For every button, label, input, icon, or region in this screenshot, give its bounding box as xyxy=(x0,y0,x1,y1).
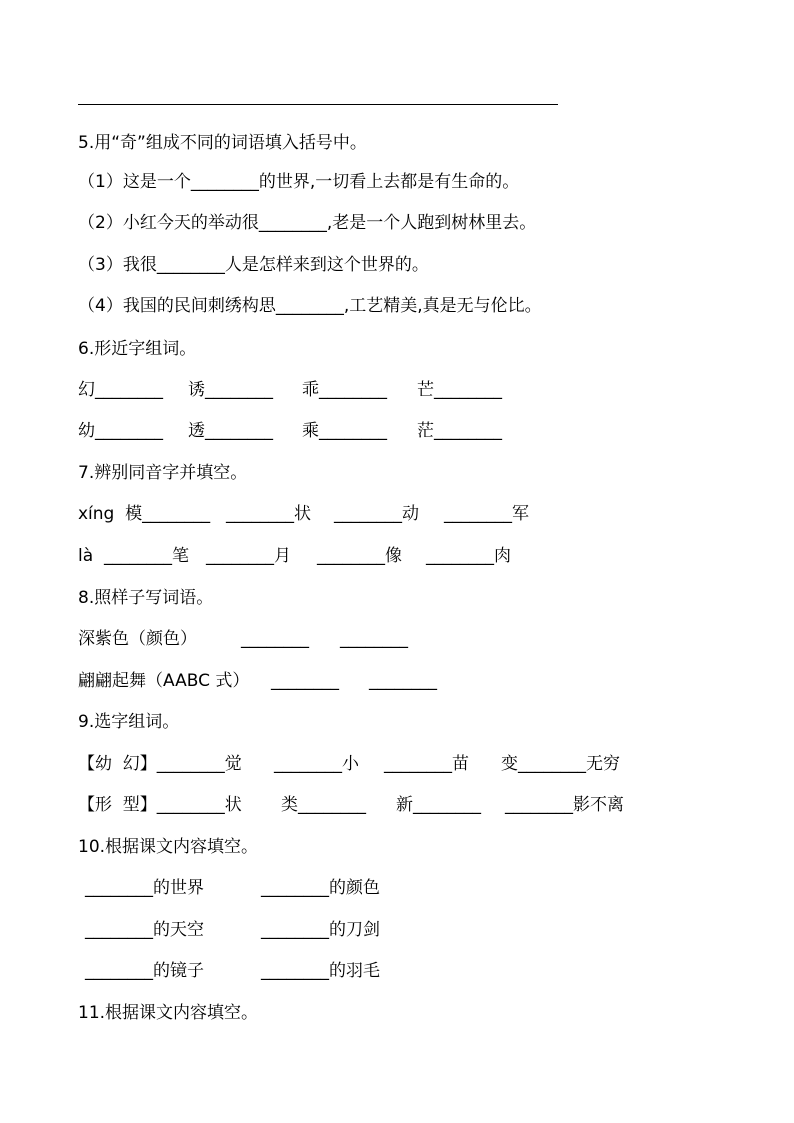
q7-cell: ________月 xyxy=(206,546,291,566)
q10-cell: ________的羽毛 xyxy=(261,961,380,981)
q7-cell: ________状 xyxy=(226,504,311,524)
q6-cell: 幼________ xyxy=(78,421,163,441)
question-5-title: 5.用“奇”组成不同的词语填入括号中。 xyxy=(78,133,367,153)
question-11-title: 11.根据课文内容填空。 xyxy=(78,1003,259,1023)
q6-cell: 诱________ xyxy=(188,380,273,400)
question-5-item-3: （3）我很________人是怎样来到这个世界的。 xyxy=(78,255,429,275)
q8-blank: ________ xyxy=(369,671,437,691)
q6-cell: 茫________ xyxy=(417,421,502,441)
q10-cell: ________的刀剑 xyxy=(261,920,380,940)
q7-cell: ________肉 xyxy=(426,546,511,566)
q10-cell: ________的世界 xyxy=(85,878,204,898)
question-5-item-1: （1）这是一个________的世界,一切看上去都是有生命的。 xyxy=(78,172,520,192)
question-8-title: 8.照样子写词语。 xyxy=(78,588,214,608)
q9-cell: ________影不离 xyxy=(505,795,624,815)
q8-blank: ________ xyxy=(241,629,309,649)
question-5-item-4: （4）我国的民间刺绣构思________,工艺精美,真是无与伦比。 xyxy=(78,296,542,316)
q7-cell: ________军 xyxy=(444,504,529,524)
question-7-title: 7.辨别同音字并填空。 xyxy=(78,463,248,483)
q6-cell: 乖________ xyxy=(302,380,387,400)
q9-cell: ________小 xyxy=(274,754,359,774)
q8-example: 深紫色（颜色） xyxy=(78,629,197,649)
q7-cell: là ________笔 xyxy=(78,546,189,566)
q8-blank: ________ xyxy=(340,629,408,649)
q6-cell: 乘________ xyxy=(302,421,387,441)
q6-cell: 幻________ xyxy=(78,380,163,400)
q7-cell: ________像 xyxy=(317,546,402,566)
answer-line-top xyxy=(78,104,558,105)
q10-cell: ________的颜色 xyxy=(261,878,380,898)
q9-cell: 新________ xyxy=(396,795,481,815)
q7-cell: xíng 模________ xyxy=(78,504,211,524)
q9-cell: ________苗 xyxy=(384,754,469,774)
q9-cell: 【幼 幻】________觉 xyxy=(78,754,242,774)
question-10-title: 10.根据课文内容填空。 xyxy=(78,837,259,857)
q6-cell: 透________ xyxy=(188,421,273,441)
q9-cell: 变________无穷 xyxy=(501,754,620,774)
q10-cell: ________的天空 xyxy=(85,920,204,940)
q8-blank: ________ xyxy=(271,671,339,691)
question-5-item-2: （2）小红今天的举动很________,老是一个人跑到树林里去。 xyxy=(78,213,537,233)
q6-cell: 芒________ xyxy=(417,380,502,400)
question-6-title: 6.形近字组词。 xyxy=(78,339,197,359)
q7-cell: ________动 xyxy=(334,504,419,524)
q9-cell: 类________ xyxy=(281,795,366,815)
q8-example: 翩翩起舞（AABC 式） xyxy=(78,671,250,691)
q10-cell: ________的镜子 xyxy=(85,961,204,981)
q9-cell: 【形 型】________状 xyxy=(78,795,242,815)
question-9-title: 9.选字组词。 xyxy=(78,712,180,732)
